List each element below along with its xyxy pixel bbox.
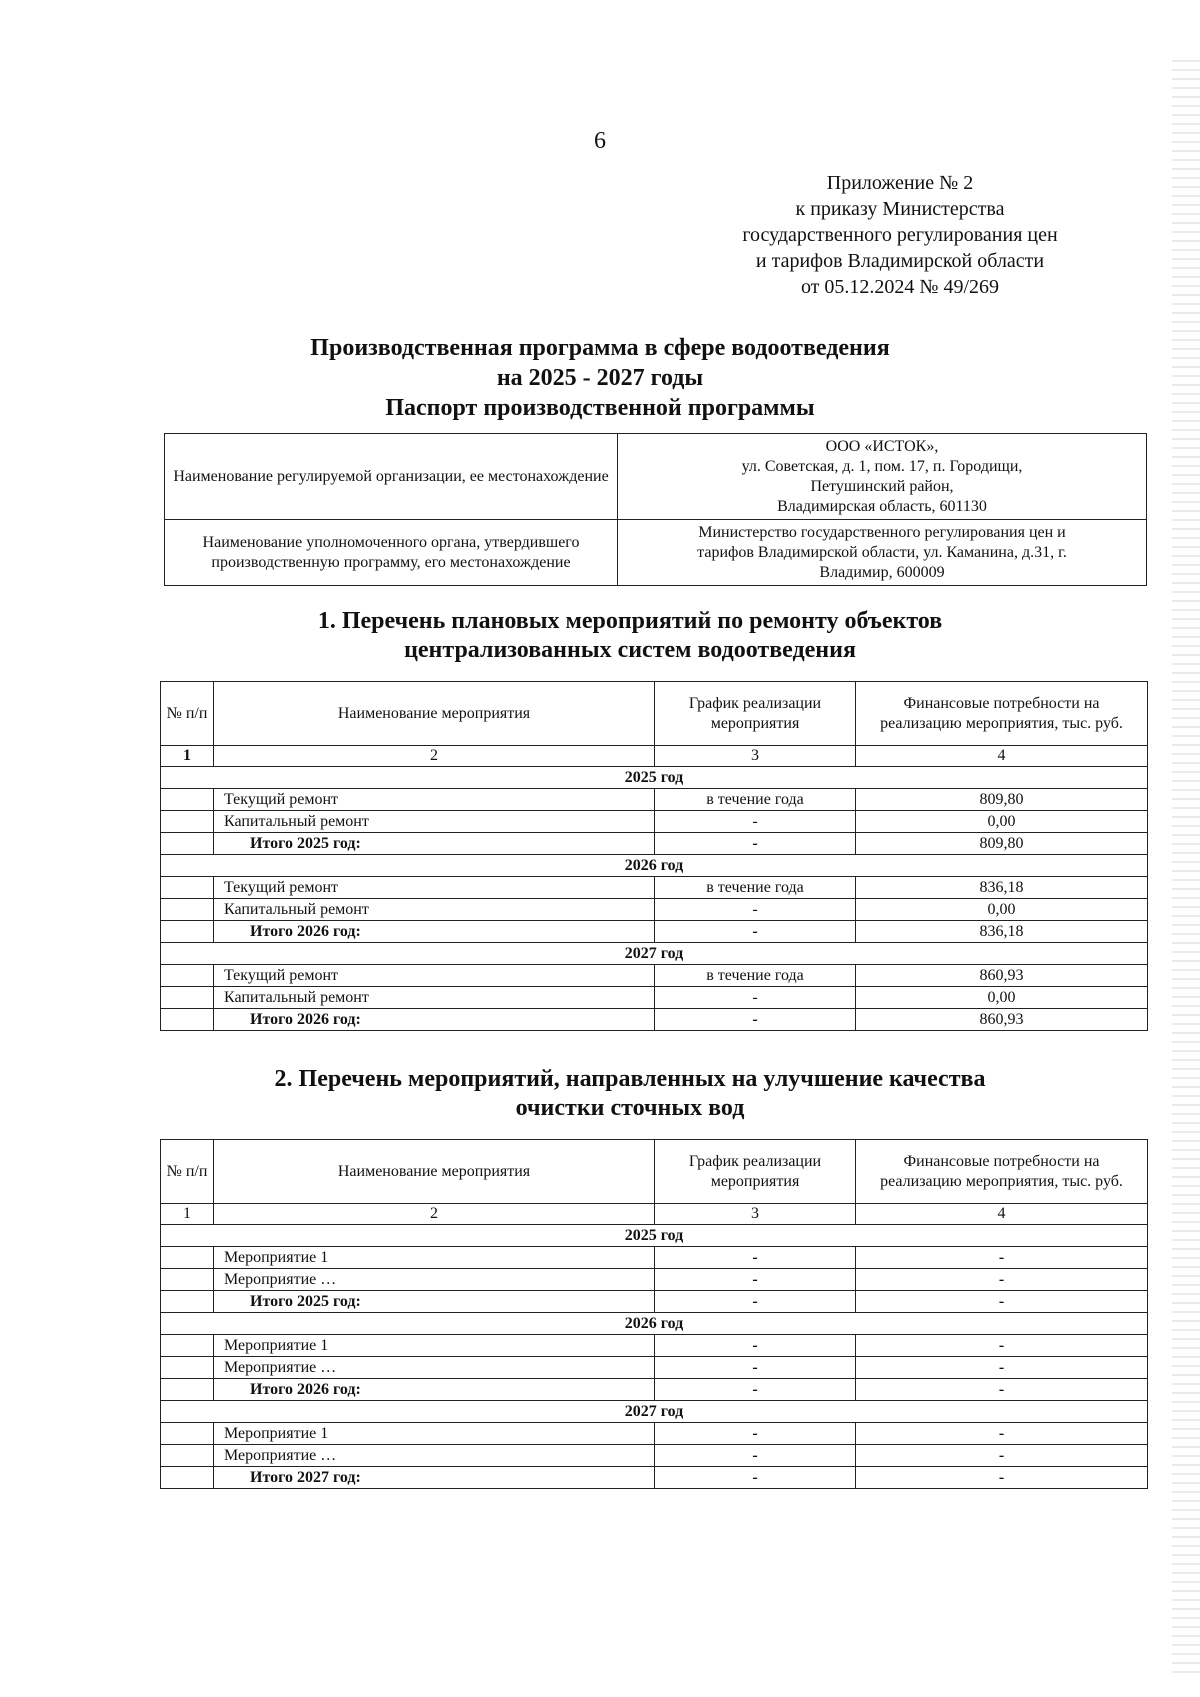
activity-schedule: - bbox=[655, 1445, 856, 1467]
total-schedule: - bbox=[655, 921, 856, 943]
header-name: Наименование мероприятия bbox=[214, 682, 655, 746]
passport-value-line: Петушинский район, bbox=[810, 477, 954, 495]
num-cell bbox=[161, 1423, 214, 1445]
appendix-line: от 05.12.2024 № 49/269 bbox=[800, 276, 1000, 298]
activity-value: 809,80 bbox=[856, 789, 1148, 811]
appendix-line: и тарифов Владимирской области bbox=[755, 250, 1045, 272]
section2-table bbox=[160, 1139, 1148, 1489]
total-row bbox=[161, 1291, 1148, 1313]
activity-value: - bbox=[856, 1445, 1148, 1467]
table-row bbox=[161, 899, 1148, 921]
index-cell: 1 bbox=[161, 1204, 214, 1225]
index-cell: 1 bbox=[161, 746, 214, 767]
appendix-line: государственного регулирования цен bbox=[742, 224, 1058, 246]
header-schedule: График реализации мероприятия bbox=[655, 682, 856, 746]
passport-row-authority bbox=[165, 520, 1147, 586]
num-cell bbox=[161, 1009, 214, 1031]
activity-value: - bbox=[856, 1247, 1148, 1269]
num-cell bbox=[161, 921, 214, 943]
num-cell bbox=[161, 1379, 214, 1401]
activity-schedule: - bbox=[655, 1335, 856, 1357]
activity-value: 860,93 bbox=[856, 965, 1148, 987]
num-cell bbox=[161, 1269, 214, 1291]
section1-title-line1: 1. Перечень плановых мероприятий по ремонту объектов bbox=[317, 608, 943, 634]
num-cell bbox=[161, 833, 214, 855]
index-cell: 3 bbox=[655, 1204, 856, 1225]
year-label: 2026 год bbox=[161, 1313, 1148, 1335]
total-label: Итого 2025 год: bbox=[214, 1291, 655, 1313]
appendix-block bbox=[700, 170, 1100, 300]
program-title: Производственная программа в сфере водоотведения bbox=[310, 335, 890, 361]
year-label: 2026 год bbox=[161, 855, 1148, 877]
header-name: Наименование мероприятия bbox=[214, 1140, 655, 1204]
header-num: № п/п bbox=[161, 1140, 214, 1204]
num-cell bbox=[161, 1291, 214, 1313]
passport-value-line: тарифов Владимирской области, ул. Каманина, д.31, г. bbox=[697, 543, 1067, 561]
header-finance: Финансовые потребности на реализацию мероприятия, тыс. руб. bbox=[856, 682, 1148, 746]
year-row bbox=[161, 1225, 1148, 1247]
num-cell bbox=[161, 1467, 214, 1489]
activity-value: 0,00 bbox=[856, 899, 1148, 921]
activity-value: - bbox=[856, 1335, 1148, 1357]
passport-table bbox=[164, 433, 1147, 586]
activity-name: Капитальный ремонт bbox=[214, 899, 655, 921]
activity-name: Капитальный ремонт bbox=[214, 987, 655, 1009]
year-label: 2025 год bbox=[161, 767, 1148, 789]
activity-value: 836,18 bbox=[856, 877, 1148, 899]
passport-title: Паспорт производственной программы bbox=[385, 395, 815, 421]
activity-value: 0,00 bbox=[856, 811, 1148, 833]
total-value: - bbox=[856, 1379, 1148, 1401]
total-row bbox=[161, 921, 1148, 943]
year-row bbox=[161, 1313, 1148, 1335]
program-period: на 2025 - 2027 годы bbox=[496, 365, 704, 391]
year-label: 2027 год bbox=[161, 943, 1148, 965]
header-schedule: График реализации мероприятия bbox=[655, 1140, 856, 1204]
total-value: 809,80 bbox=[856, 833, 1148, 855]
num-cell bbox=[161, 899, 214, 921]
passport-value bbox=[618, 520, 1147, 586]
total-schedule: - bbox=[655, 1009, 856, 1031]
num-cell bbox=[161, 877, 214, 899]
num-cell bbox=[161, 1357, 214, 1379]
table-row bbox=[161, 1269, 1148, 1291]
header-finance: Финансовые потребности на реализацию мероприятия, тыс. руб. bbox=[856, 1140, 1148, 1204]
activity-name: Текущий ремонт bbox=[214, 877, 655, 899]
total-value: - bbox=[856, 1467, 1148, 1489]
index-row bbox=[161, 1204, 1148, 1225]
num-cell bbox=[161, 1445, 214, 1467]
activity-name: Мероприятие 1 bbox=[214, 1247, 655, 1269]
activity-value: 0,00 bbox=[856, 987, 1148, 1009]
num-cell bbox=[161, 811, 214, 833]
activity-schedule: - bbox=[655, 1423, 856, 1445]
activity-name: Мероприятие 1 bbox=[214, 1423, 655, 1445]
passport-value-line: ООО «ИСТОК», bbox=[825, 437, 939, 455]
table-row bbox=[161, 1423, 1148, 1445]
table-row bbox=[161, 965, 1148, 987]
year-row bbox=[161, 943, 1148, 965]
scan-edge-artifact bbox=[1172, 60, 1200, 1680]
table-row bbox=[161, 877, 1148, 899]
activity-value: - bbox=[856, 1269, 1148, 1291]
section1-title-line2: централизованных систем водоотведения bbox=[404, 637, 856, 663]
total-value: 836,18 bbox=[856, 921, 1148, 943]
appendix-line: Приложение № 2 bbox=[826, 172, 974, 194]
total-label: Итого 2026 год: bbox=[214, 1009, 655, 1031]
year-label: 2025 год bbox=[161, 1225, 1148, 1247]
activity-schedule: - bbox=[655, 987, 856, 1009]
total-label: Итого 2025 год: bbox=[214, 833, 655, 855]
passport-label: Наименование регулируемой организации, ее местонахождение bbox=[165, 434, 618, 520]
table-row bbox=[161, 1335, 1148, 1357]
passport-label: Наименование уполномоченного органа, утвердившего производственную программу, его местонахождение bbox=[165, 520, 618, 586]
total-row bbox=[161, 1379, 1148, 1401]
activity-name: Мероприятие … bbox=[214, 1269, 655, 1291]
activity-name: Мероприятие … bbox=[214, 1357, 655, 1379]
total-schedule: - bbox=[655, 1379, 856, 1401]
table-header-row bbox=[161, 682, 1148, 746]
activity-value: - bbox=[856, 1357, 1148, 1379]
num-cell bbox=[161, 1247, 214, 1269]
year-row bbox=[161, 855, 1148, 877]
passport-value bbox=[618, 434, 1147, 520]
index-cell: 2 bbox=[214, 746, 655, 767]
activity-schedule: в течение года bbox=[655, 789, 856, 811]
total-value: - bbox=[856, 1291, 1148, 1313]
table-row bbox=[161, 789, 1148, 811]
total-schedule: - bbox=[655, 1291, 856, 1313]
appendix-line: к приказу Министерства bbox=[795, 198, 1005, 220]
passport-value-line: Владимир, 600009 bbox=[819, 563, 945, 581]
activity-schedule: - bbox=[655, 1269, 856, 1291]
total-schedule: - bbox=[655, 833, 856, 855]
total-value: 860,93 bbox=[856, 1009, 1148, 1031]
activity-name: Текущий ремонт bbox=[214, 965, 655, 987]
index-cell: 3 bbox=[655, 746, 856, 767]
passport-value-line: Министерство государственного регулирования цен и bbox=[698, 523, 1066, 541]
total-label: Итого 2027 год: bbox=[214, 1467, 655, 1489]
page-number: 6 bbox=[594, 128, 606, 154]
activity-schedule: - bbox=[655, 1357, 856, 1379]
activity-schedule: - bbox=[655, 899, 856, 921]
total-label: Итого 2026 год: bbox=[214, 921, 655, 943]
total-row bbox=[161, 1009, 1148, 1031]
activity-schedule: в течение года bbox=[655, 877, 856, 899]
activity-schedule: - bbox=[655, 811, 856, 833]
index-row bbox=[161, 746, 1148, 767]
year-label: 2027 год bbox=[161, 1401, 1148, 1423]
activity-schedule: - bbox=[655, 1247, 856, 1269]
activity-name: Мероприятие 1 bbox=[214, 1335, 655, 1357]
table-row bbox=[161, 1445, 1148, 1467]
activity-name: Мероприятие … bbox=[214, 1445, 655, 1467]
table-row bbox=[161, 811, 1148, 833]
activity-name: Капитальный ремонт bbox=[214, 811, 655, 833]
passport-row-organization bbox=[165, 434, 1147, 520]
index-cell: 4 bbox=[856, 746, 1148, 767]
total-row bbox=[161, 1467, 1148, 1489]
header-num: № п/п bbox=[161, 682, 214, 746]
passport-value-line: ул. Советская, д. 1, пом. 17, п. Городищи, bbox=[741, 457, 1023, 475]
total-schedule: - bbox=[655, 1467, 856, 1489]
table-row bbox=[161, 1357, 1148, 1379]
section2-title-line2: очистки сточных вод bbox=[515, 1095, 745, 1121]
year-row bbox=[161, 767, 1148, 789]
num-cell bbox=[161, 1335, 214, 1357]
table-row bbox=[161, 987, 1148, 1009]
section1-table bbox=[160, 681, 1148, 1031]
table-row bbox=[161, 1247, 1148, 1269]
num-cell bbox=[161, 789, 214, 811]
num-cell bbox=[161, 987, 214, 1009]
year-row bbox=[161, 1401, 1148, 1423]
activity-value: - bbox=[856, 1423, 1148, 1445]
activity-schedule: в течение года bbox=[655, 965, 856, 987]
num-cell bbox=[161, 965, 214, 987]
index-cell: 2 bbox=[214, 1204, 655, 1225]
activity-name: Текущий ремонт bbox=[214, 789, 655, 811]
total-label: Итого 2026 год: bbox=[214, 1379, 655, 1401]
total-row bbox=[161, 833, 1148, 855]
table-header-row bbox=[161, 1140, 1148, 1204]
section2-title-line1: 2. Перечень мероприятий, направленных на улучшение качества bbox=[274, 1066, 986, 1092]
index-cell: 4 bbox=[856, 1204, 1148, 1225]
passport-value-line: Владимирская область, 601130 bbox=[777, 497, 987, 515]
